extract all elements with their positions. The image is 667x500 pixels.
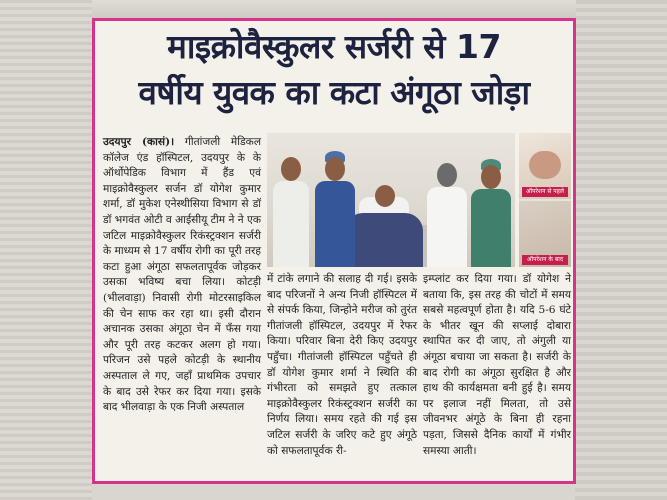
newspaper-clipping [92,18,576,484]
headline-line-1: माइक्रोवैस्कुलर सर्जरी से 17 [167,27,501,66]
caption-after: ऑपरेशन के बाद [522,255,568,265]
paper-fold-top [92,0,576,18]
blurred-background-left [0,0,92,500]
article-column-1 [103,135,261,416]
blurred-background-right [575,0,667,500]
caption-before: ऑपरेशन से पहले [522,187,568,197]
article-column-2: में टांके लगाने की सलाह दी गई। इसके बाद परिजनों ने अन्य निजी हॉस्पिटल में से संपर्क किया, जिन्होने मरीज को तुरंत गीतांजली हॉस्पिटल, उदयपुर में रेफर किया। परिवार बिना देरी किए उदयपुर पहुँचा। गीतांजली हॉस्पिटल पहुँचते ही डॉ योगेश कुमार शर्मा ने स्थिति की गंभीरता को समझते हुए तत्काल माइक्रोवैस्कुलर रिकंस्ट्रक्शन सर्जरी का निर्णय लिया। समय रहते की गई इस जटिल सर्जरी के जरिए कटे हुए अंगूठे को सफलतापूर्वक री- [267,273,417,457]
dateline: उदयपुर (कासं)। [103,136,175,148]
article-column-1-text: गीतांजली मेडिकल कॉलेज एंड हॉस्पिटल, उदयपुर के के ऑर्थोपेडिक विभाग में हैंड एवं माइक्रोवैस्कुलर सर्जन डॉ योगेश कुमार शर्मा, डॉ मुकेश एनेस्थीसिया विभाग से डॉ डॉ भगवंत ओटी व आईसीयू टीम ने ने एक जटिल माइक्रोवैस्कुलर रिकंस्ट्रक्शन सर्जरी के माध्यम से 17 वर्षीय रोगी का पूरी तरह कटा हुआ अंगूठा सफलतापूर्वक जोड़कर उसका भविष्य बचा लिया। कोटड़ी (भीलवाड़ा) निवासी रोगी मोटरसाइकिल की चेन साफ कर रहा था। इसी दौरान अचानक उसका अंगूठा चेन में फँस गया और पूरी तरह कटकर अलग हो गया। परिजन उसे पहले कोटड़ी के स्थानीय अस्पताल ले गए, जहाँ प्राथमिक उपचार के बाद उसे रेफर कर दिया गया। इसके बाद भीलवाड़ा के एक निजी अस्पताल [103,136,261,414]
patient-blanket [345,213,423,267]
hand-image-before [529,151,561,179]
doctors-team-photo [267,133,515,267]
headline-line-2: वर्षीय युवक का कटा अंगूठा जोड़ा [138,73,530,112]
patient-head [375,185,395,207]
article-column-3: इम्प्लांट कर दिया गया। डॉ योगेश ने बताया कि, इस तरह की चोटों में समय सबसे महत्वपूर्ण होता है। यदि 5-6 घंटे के भीतर खून की सप्लाई दोबारा स्थापित कर दी जाए, तो अंगुली या अंगूठा बचाया जा सकता है। सर्जरी के बाद रोगी का अंगूठा सुरक्षित है और हाथ की कार्यक्षमता बनी हुई है। समय पर इलाज नहीं मिलता, तो उसे जीवनभर अंगूठे के बिना ही रहना पड़ता, जिससे दैनिक कार्यों में गंभीर समस्या आती। [423,273,571,457]
thumb-before-after-photos [519,133,571,267]
